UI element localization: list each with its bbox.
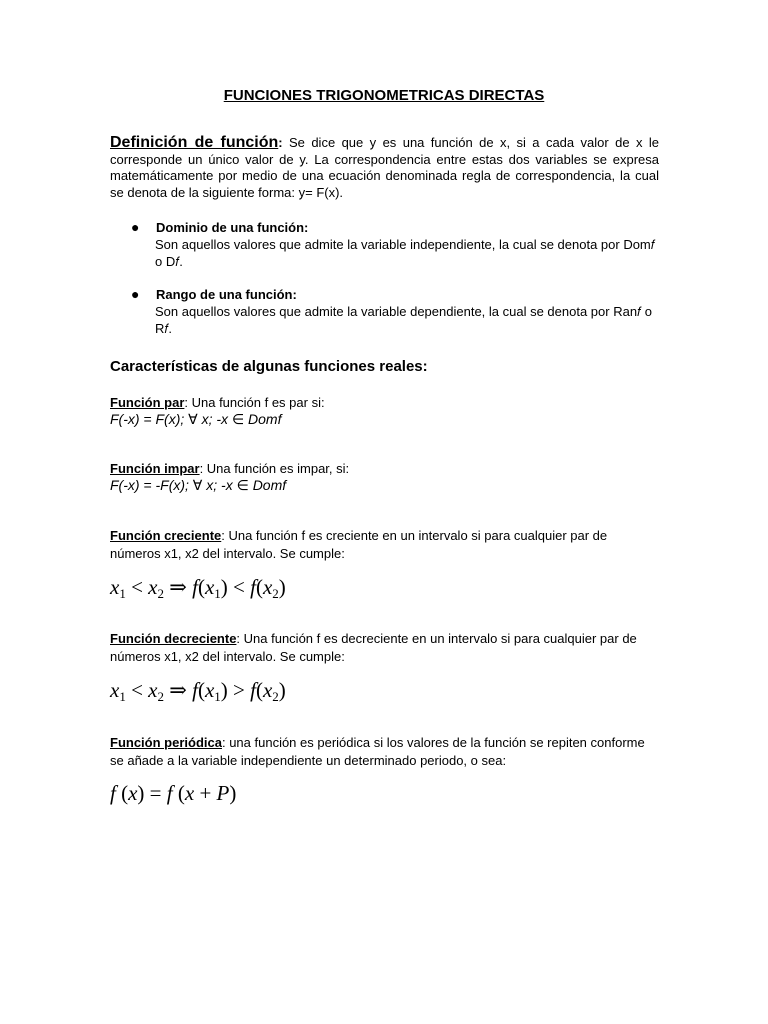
decreciente-formula: $x_1 < x_2$ ⇒ $f(x_1) > f(x_2)$: [110, 678, 286, 704]
periodica-paragraph: [110, 734, 650, 770]
par-label: Función par: [110, 395, 185, 410]
definition-separator: :: [278, 135, 283, 150]
bullet-text-dominio: Son aquellos valores que admite la variable independiente, la cual se denota por Dom𝑓 o D𝑓.: [155, 237, 655, 269]
decreciente-paragraph: [110, 630, 650, 666]
creciente-paragraph: [110, 527, 650, 563]
par-line: [110, 395, 325, 410]
decreciente-relation: >: [233, 678, 245, 702]
impar-line: [110, 461, 349, 476]
impar-label: Función impar: [110, 461, 200, 476]
periodica-label: Función periódica: [110, 735, 222, 750]
bullet-title-dominio: Dominio de una función:: [156, 220, 309, 235]
definition-body: Se dice que y es una función de x, si a cada valor de x le corresponde un único valor de y. La correspondencia entre estas dos variables se expresa matemáticamente por medio de una ecuación denominada regla de correspondencia, la cual se denota de la siguiente forma: y= F(x).: [110, 135, 660, 200]
par-text: : Una función f es par si:: [184, 395, 325, 410]
definition-paragraph: [110, 135, 659, 201]
creciente-text: : Una función f es creciente en un intervalo si para cualquier par de números x1, x2 del intervalo. Se cumple:: [110, 528, 608, 561]
bullet-icon: ●: [131, 219, 140, 235]
periodica-text: : una función es periódica si los valores de la función se repiten conforme se añade a la variable independiente un determinado periodo, o sea:: [110, 735, 645, 768]
bullet-icon: ●: [131, 286, 140, 302]
page-title: FUNCIONES TRIGONOMETRICAS DIRECTAS: [223, 87, 545, 104]
periodica-formula: f (x) = f (x + P): [110, 781, 237, 805]
decreciente-text: : Una función f es decreciente en un intervalo si para cualquier par de números x1, x2 del intervalo. Se cumple:: [110, 631, 637, 664]
creciente-relation: <: [233, 575, 245, 599]
impar-text: : Una función es impar, si:: [199, 461, 350, 476]
creciente-formula: $x_1 < x_2$ ⇒ $f(x_1) < f(x_2)$: [110, 575, 286, 601]
bullet-title-rango: Rango de una función:: [156, 287, 297, 302]
decreciente-label: Función decreciente: [110, 631, 237, 646]
creciente-label: Función creciente: [110, 528, 222, 543]
definition-heading: Definición de función: [110, 134, 279, 151]
bullet-text-rango: Son aquellos valores que admite la variable dependiente, la cual se denota por Ran𝑓 o R𝑓.: [155, 304, 652, 336]
section-heading: Características de algunas funciones reales:: [110, 358, 428, 375]
par-formula: F(-x) = F(x); ∀ x; -x ∈ Domf: [110, 411, 282, 427]
impar-formula: F(-x) = -F(x); ∀ x; -x ∈ Domf: [110, 477, 287, 493]
